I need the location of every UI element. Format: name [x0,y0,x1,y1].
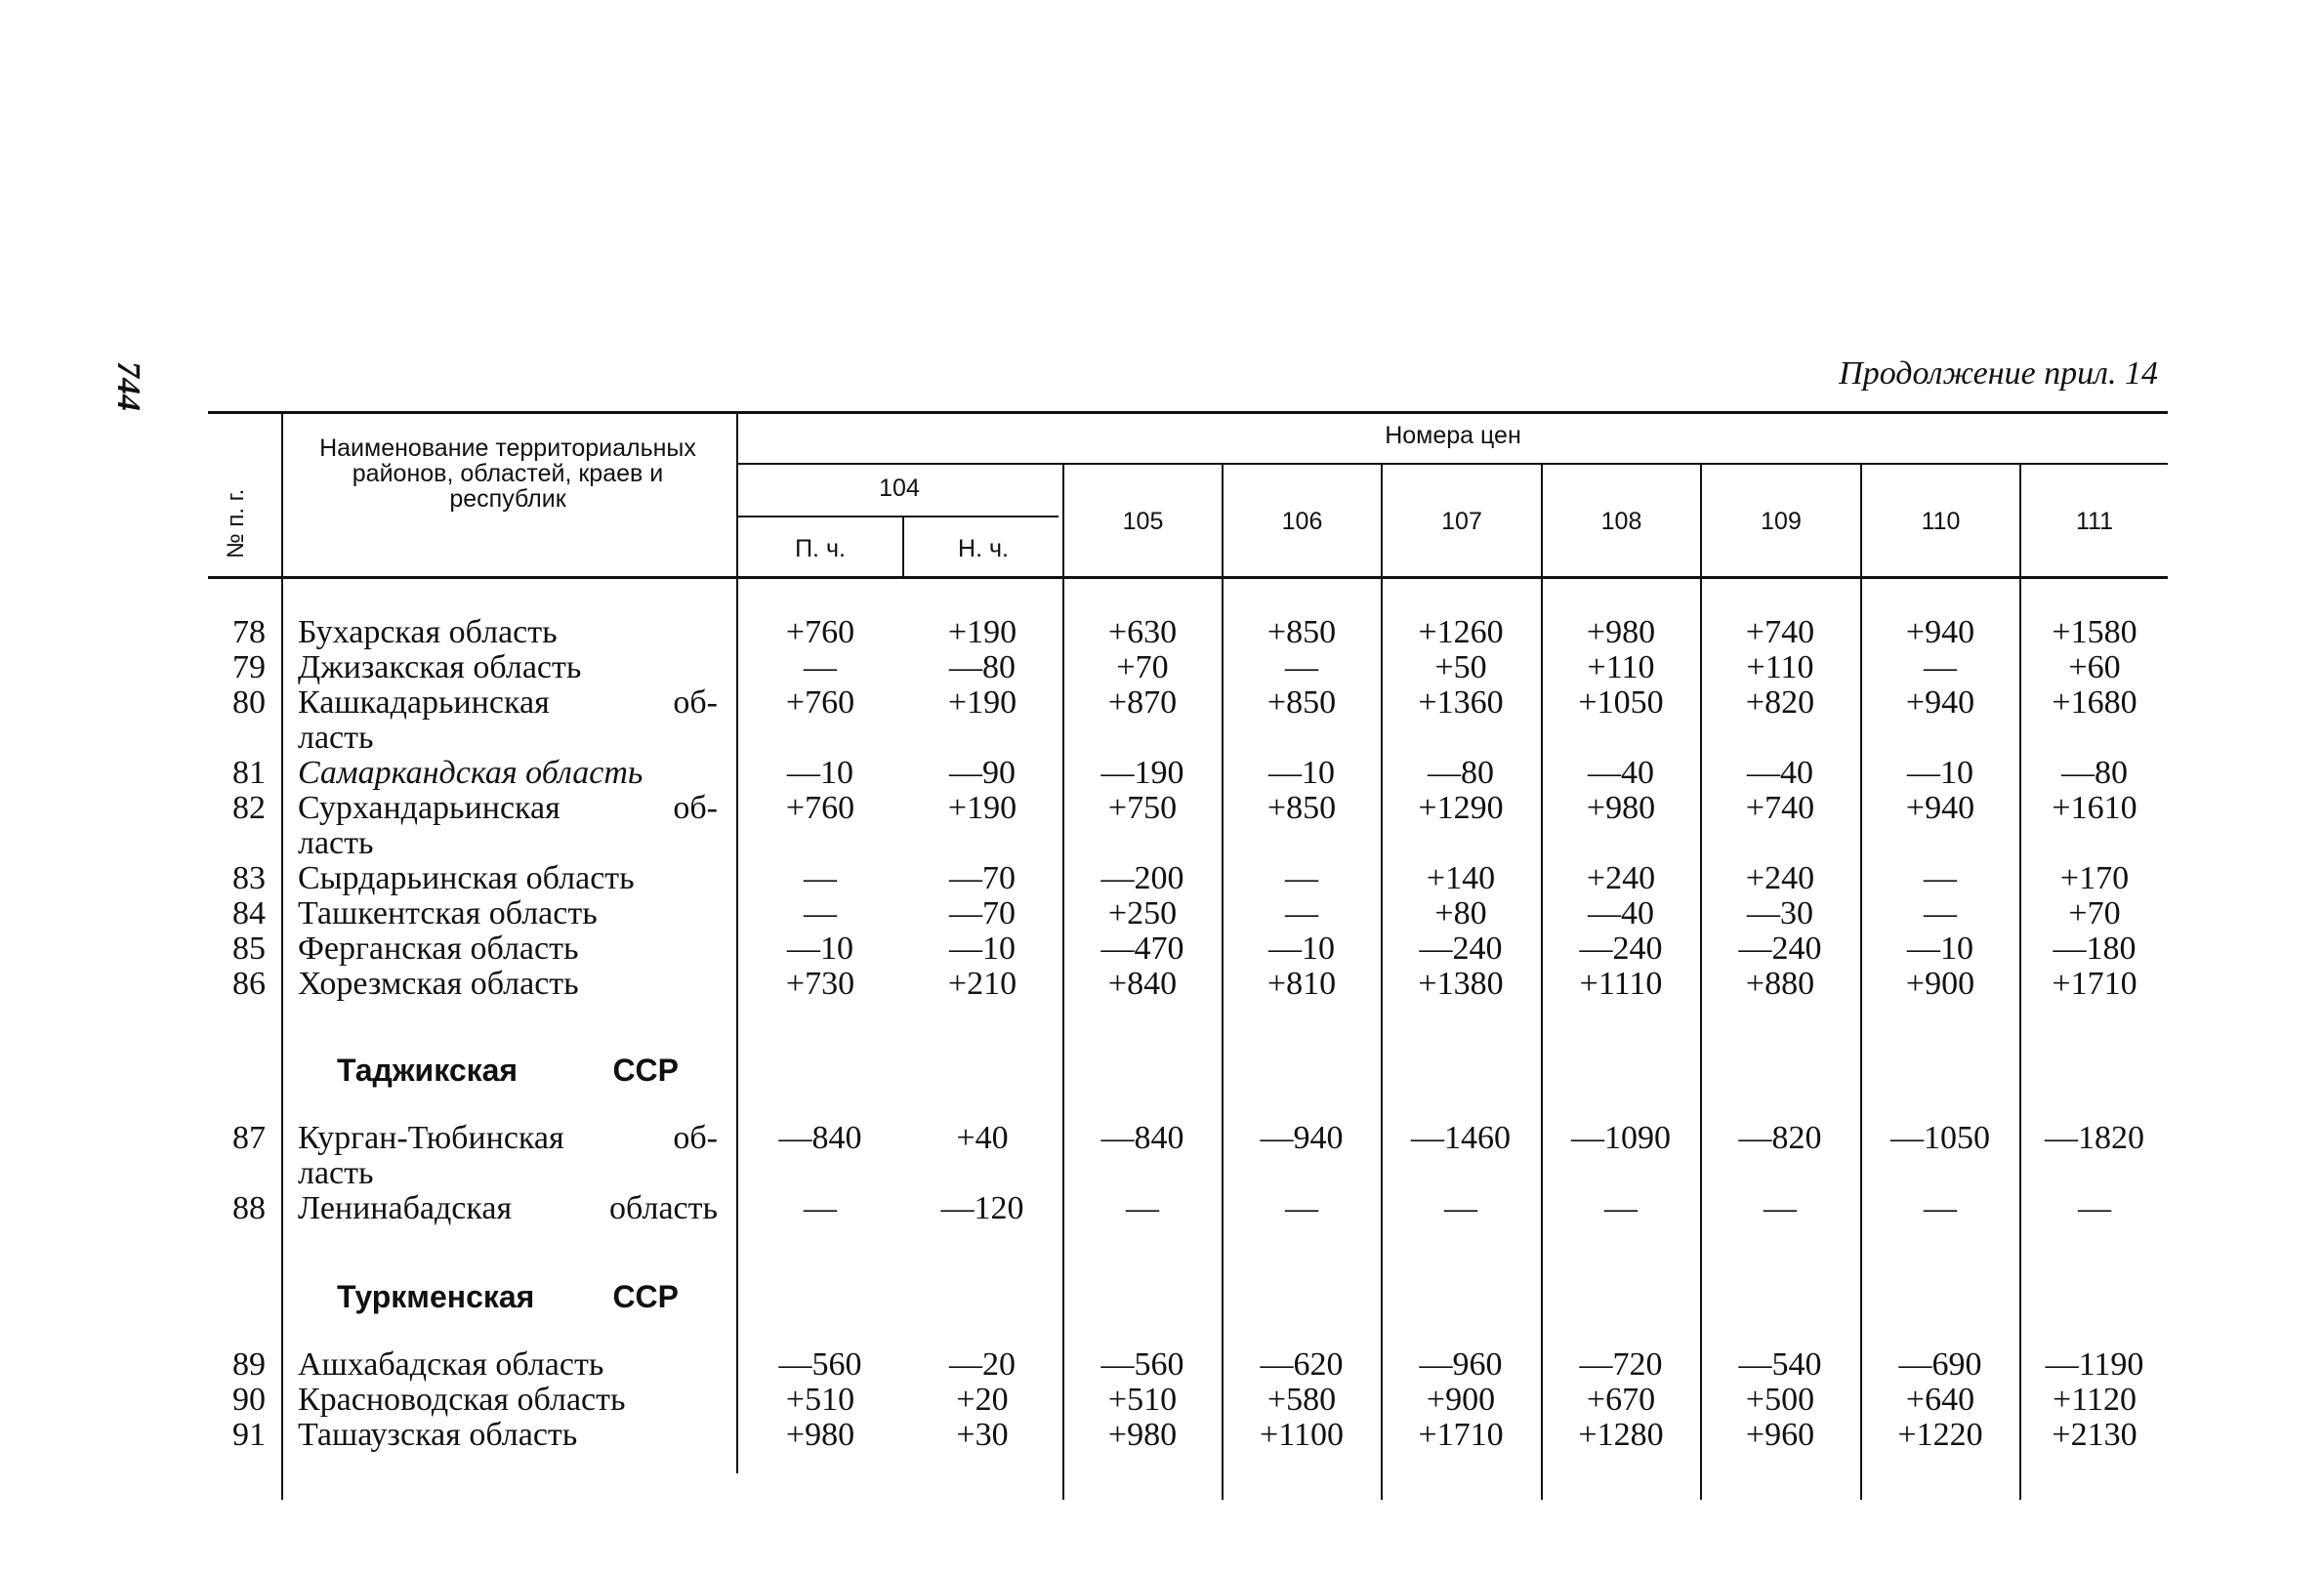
price-cell: +190 [947,684,1017,721]
header-prices: Номера цен [1385,422,1521,449]
price-cell: — [1126,1190,1159,1226]
header-row-number: № п. г. [223,488,249,558]
region-name: Сырдарьинская область [298,860,635,896]
price-cell: — [804,1190,837,1226]
header-col-107: 107 [1441,508,1482,535]
price-cell: +670 [1586,1382,1656,1418]
header-col-109: 109 [1761,508,1802,535]
header-sub-pch: П. ч. [795,535,846,562]
row-number: 90 [232,1382,266,1418]
price-cell: —10 [1907,931,1973,967]
price-cell: —620 [1260,1346,1344,1383]
price-cell: +730 [785,966,855,1002]
region-name: Бухарская область [298,614,558,650]
price-cell: — [2078,1190,2111,1226]
price-cell: —560 [778,1346,862,1383]
price-cell: +1710 [2052,966,2137,1002]
price-cell: +640 [1905,1382,1975,1418]
price-cell: — [1764,1190,1797,1226]
price-cell: +980 [785,1417,855,1453]
header-prices-rule [736,463,2168,465]
region-name: Кашкадарьинская об- [298,684,718,721]
price-cell: —720 [1579,1346,1663,1383]
price-cell: +1580 [2052,614,2137,650]
price-cell: +40 [956,1120,1009,1156]
header-col-108: 108 [1600,508,1642,535]
price-cell: — [1924,860,1957,896]
price-cell: +960 [1745,1417,1815,1453]
table-row [0,1121,2324,1156]
price-cell: +110 [1746,649,1814,685]
price-cell: +580 [1266,1382,1337,1418]
price-cell: — [1924,895,1957,931]
region-name-continuation: ласть [298,1155,374,1191]
price-cell: +110 [1587,649,1655,685]
price-cell: +1110 [1579,966,1663,1002]
price-cell: —240 [1419,931,1503,967]
region-name-continuation: ласть [298,720,374,756]
table-row [0,896,2324,931]
price-cell: +980 [1586,790,1656,826]
price-cell: —200 [1100,860,1184,896]
price-cell: —1090 [1571,1120,1671,1156]
table-row [0,1383,2324,1418]
price-cell: +500 [1745,1382,1815,1418]
region-name-continuation: ласть [298,825,374,861]
region-name: Ферганская область [298,931,579,967]
table-row [0,861,2324,896]
price-cell: +840 [1107,966,1178,1002]
price-cell: — [804,649,837,685]
region-name: Самаркандская область [298,755,643,791]
row-number: 81 [232,755,266,791]
price-cell: +750 [1107,790,1178,826]
price-cell: +900 [1426,1382,1496,1418]
price-cell: —1050 [1890,1120,1990,1156]
price-cell: —80 [2061,755,2128,791]
price-cell: —820 [1738,1120,1822,1156]
price-cell: +980 [1586,614,1656,650]
price-cell: +900 [1905,966,1975,1002]
price-cell: +1220 [1897,1417,1983,1453]
header-col-105: 105 [1122,508,1164,535]
price-cell: —240 [1579,931,1663,967]
price-cell: — [1924,1190,1957,1226]
table-row [0,650,2324,685]
row-number: 91 [232,1417,266,1453]
price-cell: —10 [1268,755,1335,791]
price-cell: —70 [949,860,1016,896]
price-cell: —560 [1100,1346,1184,1383]
price-cell: — [1604,1190,1638,1226]
price-cell: —940 [1260,1120,1344,1156]
price-cell: +1280 [1578,1417,1664,1453]
price-cell: —470 [1100,931,1184,967]
price-cell: —180 [2053,931,2137,967]
price-cell: +2130 [2052,1417,2137,1453]
price-cell: —30 [1747,895,1813,931]
header-col-106: 106 [1281,508,1323,535]
price-cell: —1460 [1411,1120,1511,1156]
price-cell: +1050 [1578,684,1664,721]
price-cell: +1680 [2052,684,2137,721]
table-row [0,791,2324,826]
price-cell: +870 [1107,684,1178,721]
price-cell: +1710 [1418,1417,1504,1453]
price-cell: +190 [947,790,1017,826]
price-cell: +510 [1107,1382,1178,1418]
region-name: Ашхабадская область [298,1346,604,1383]
price-cell: +880 [1745,966,1815,1002]
price-cell: —70 [949,895,1016,931]
price-cell: —80 [949,649,1016,685]
table-row [0,615,2324,650]
price-cell: +140 [1426,860,1496,896]
row-number: 85 [232,931,266,967]
price-cell: +510 [785,1382,855,1418]
price-cell: +250 [1107,895,1178,931]
price-cell: — [804,860,837,896]
region-name: Ташаузская область [298,1417,578,1453]
row-number: 88 [232,1190,266,1226]
price-cell: +1380 [1418,966,1504,1002]
price-cell: +630 [1107,614,1178,650]
region-name: Сурхандарьинская об- [298,790,718,826]
header-bottom-rule [208,576,2168,579]
price-cell: +810 [1266,966,1337,1002]
price-cell: +850 [1266,790,1337,826]
row-number: 84 [232,895,266,931]
section-tajik-ssr: Таджикская ССР [337,1053,679,1088]
price-cell: —960 [1419,1346,1503,1383]
price-cell: +1290 [1418,790,1504,826]
price-cell: —190 [1100,755,1184,791]
price-cell: —80 [1428,755,1494,791]
price-cell: —40 [1588,755,1654,791]
price-cell: +20 [956,1382,1009,1418]
header-col-104: 104 [879,475,920,502]
region-name: Красноводская область [298,1382,626,1418]
price-cell: +820 [1745,684,1815,721]
price-cell: —10 [787,931,853,967]
price-cell: — [1924,649,1957,685]
price-cell: +1610 [2052,790,2137,826]
header-sub-nch: Н. ч. [958,535,1009,562]
price-cell: — [1285,895,1318,931]
price-cell: +940 [1905,790,1975,826]
row-number: 86 [232,966,266,1002]
price-cell: — [1444,1190,1477,1226]
price-cell: +760 [785,790,855,826]
price-cell: —1820 [2045,1120,2144,1156]
price-cell: —90 [949,755,1016,791]
header-col-111: 111 [2075,508,2113,535]
price-cell: +50 [1434,649,1487,685]
price-cell: —840 [778,1120,862,1156]
region-name: Хорезмская область [298,966,579,1002]
region-name: Курган-Тюбинская об- [298,1120,718,1156]
table-row [0,1418,2324,1453]
region-name: Джизакская область [298,649,582,685]
price-cell: —840 [1100,1120,1184,1156]
price-cell: —10 [1268,931,1335,967]
price-cell: +740 [1745,790,1815,826]
price-cell: +240 [1745,860,1815,896]
row-number: 80 [232,684,266,721]
header-104-rule [736,516,1058,517]
price-cell: +1260 [1418,614,1504,650]
table-row [0,967,2324,1002]
price-cell: +850 [1266,684,1337,721]
price-cell: —40 [1588,895,1654,931]
price-cell: +1120 [2053,1382,2137,1418]
price-cell: —10 [787,755,853,791]
price-cell: — [1285,649,1318,685]
price-cell: +60 [2068,649,2121,685]
price-cell: +190 [947,614,1017,650]
price-cell: — [804,895,837,931]
price-cell: +760 [785,684,855,721]
price-cell: —240 [1738,931,1822,967]
price-cell: +240 [1586,860,1656,896]
price-cell: +210 [947,966,1017,1002]
row-number: 82 [232,790,266,826]
row-number: 87 [232,1120,266,1156]
price-cell: —10 [1907,755,1973,791]
price-cell: +70 [1116,649,1169,685]
region-name: Ташкентская область [298,895,598,931]
price-cell: — [1285,860,1318,896]
table-row [0,1347,2324,1383]
table-row [0,1191,2324,1226]
price-cell: +1100 [1260,1417,1344,1453]
price-cell: +70 [2068,895,2121,931]
section-turkmen-ssr: Туркменская ССР [337,1279,679,1314]
page-number: 744 [110,361,146,411]
price-cell: —120 [940,1190,1024,1226]
price-cell: —20 [949,1346,1016,1383]
price-cell: +940 [1905,614,1975,650]
price-cell: —10 [949,931,1016,967]
region-name: Ленинабадская область [298,1190,718,1226]
table-row [0,685,2324,721]
row-number: 89 [232,1346,266,1383]
table-top-rule [208,411,2168,414]
header-col-110: 110 [1921,508,1961,535]
price-cell: —540 [1738,1346,1822,1383]
price-cell: — [1285,1190,1318,1226]
price-cell: +980 [1107,1417,1178,1453]
row-number: 79 [232,649,266,685]
header-name: Наименование территориальных районов, областей, краев и республик [319,434,696,513]
price-cell: —1190 [2045,1346,2144,1383]
row-number: 78 [232,614,266,650]
price-cell: +850 [1266,614,1337,650]
price-cell: +170 [2059,860,2130,896]
continuation-title: Продолжение прил. 14 [1839,355,2158,392]
row-number: 83 [232,860,266,896]
price-cell: +740 [1745,614,1815,650]
price-cell: +760 [785,614,855,650]
table-row [0,931,2324,967]
price-cell: +30 [956,1417,1009,1453]
price-cell: —40 [1747,755,1813,791]
table-row [0,756,2324,791]
price-cell: +80 [1434,895,1487,931]
price-cell: +1360 [1418,684,1504,721]
price-cell: +940 [1905,684,1975,721]
price-cell: —690 [1898,1346,1982,1383]
